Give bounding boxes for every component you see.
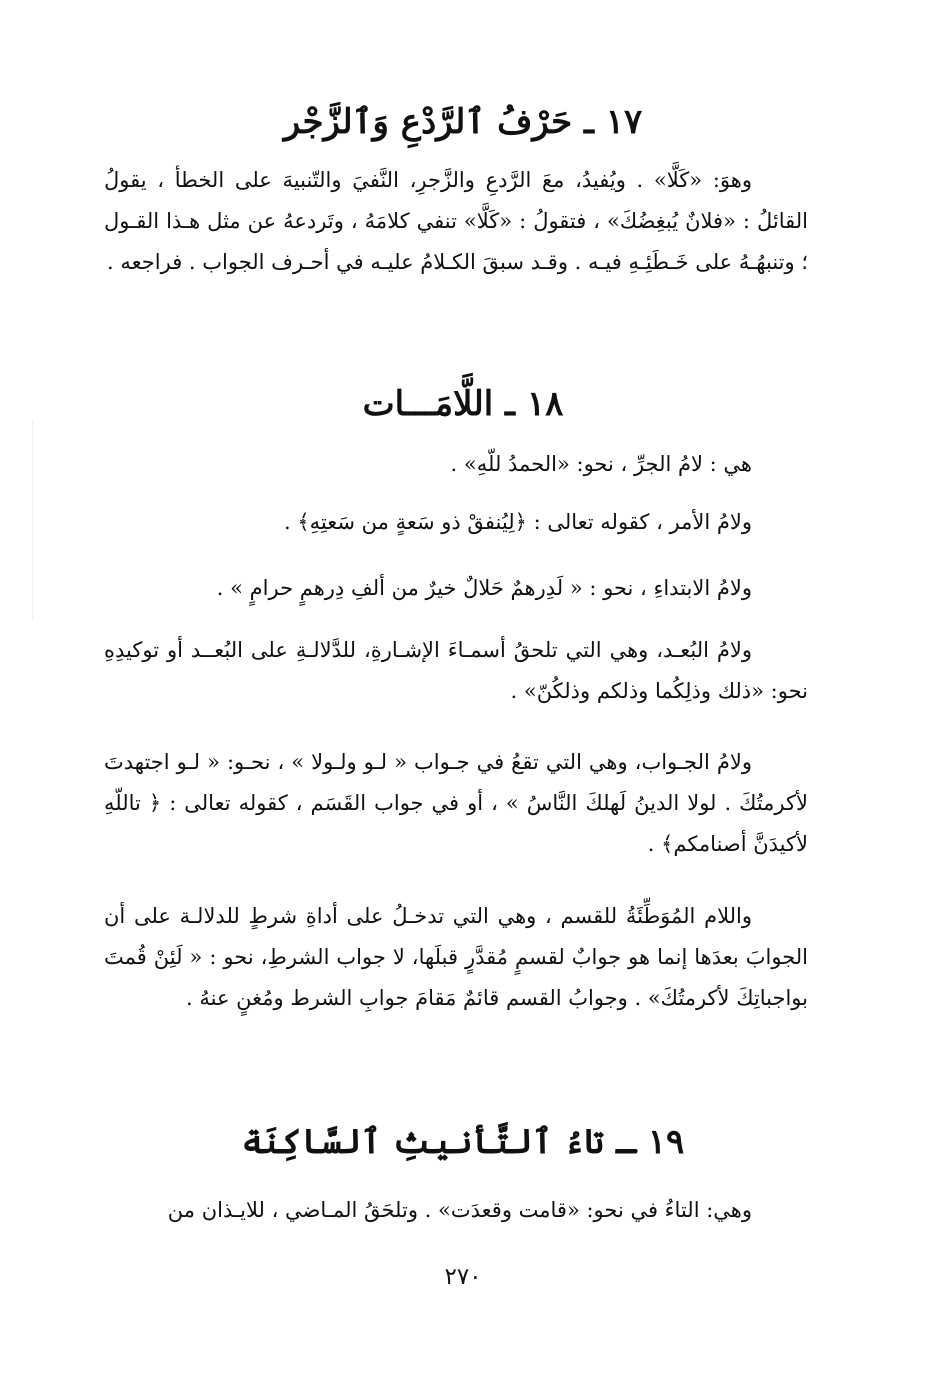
- section-heading-18: ١٨ ـ اللَّامَـــات: [362, 384, 564, 424]
- page-number: ٢٧٠: [444, 1264, 482, 1290]
- paragraph: هي : لامُ الجرِّ ، نحو: «الحمدُ للّهِ» .: [450, 452, 752, 476]
- paragraph: وهي: التاءُ في نحو: «قامت وقعدَت» . وتلحَقُ المـاضي ، للايـذان من: [167, 1198, 752, 1222]
- section-heading-17: ١٧ ـ حَرْفُ ٱلرَّدْعِ وَٱلزَّجْر: [283, 102, 643, 142]
- paragraph: واللام المُوَطِّئَةُ للقسم ، وهي التي تدخـلُ على أداةِ شرطٍ للدلالـة على أن الجوابَ بعدَها إنما هو جوابٌ لقسمٍ مُقدَّرٍ قبلَها، لا جواب الشرطِ، نحو : « لَئِنْ قُمتَ بواجباتِكَ لأكرمتُكَ» . وجوابُ القسم قائمٌ مَقامَ جوابِ الشرط ومُغنٍ عنهُ .: [104, 904, 808, 1010]
- scan-mark: [32, 420, 33, 620]
- paragraph: ولامُ الابتداءِ ، نحو : « لَدِرهمٌ حَلالٌ خيرٌ من ألفِ دِرهمٍ حرامٍ » .: [216, 576, 752, 600]
- paragraph: ولامُ الجـواب، وهي التي تقعُ في جـواب « لـو ولـولا » ، نحـو: « لـو اجتهدتَ لأكرمتُكَ . لولا الدينُ لَهلكَ النَّاسُ » ، أو في جواب القَسَم ، كقوله تعالى : ﴿ تاللّهِ لأكيدَنَّ أصنامكم﴾ .: [104, 750, 808, 856]
- paragraph: ولامُ البُعـد، وهي التي تلحقُ أسمـاءَ الإشـارةِ، للدَّلالـةِ على البُعــد أو توكيدِهِ نحو: «ذلك وذلِكُما وذلكم وذلكُنّ» .: [104, 638, 808, 703]
- paragraph: ولامُ الأمر ، كقوله تعالى : ﴿لِيُنفقْ ذو سَعةٍ من سَعتِهِ﴾ .: [284, 510, 752, 534]
- paragraph: وهوَ: «كَلَّا» . ويُفيدُ، معَ الرَّدعِ والزَّجرِ، النَّفيَ والتّنبيهَ على الخطأ ، يقولُ القائلُ : «فلانٌ يُبغِضُكَ» ، فتقولُ : «كَلَّا» تنفي كلامَهُ ، وتَردعهُ عن مثل هـذا القـول ؛ وتنبهُـهُ على خَـطَئِـهِ فيـه . وقـد سبقَ الكـلامُ عليـه في أحـرف الجواب . فراجعه .: [104, 168, 808, 274]
- section-heading-19: ١٩ ـ تاءُ ٱلتَّأنيثِ ٱلسَّاكِنَة: [241, 1122, 685, 1162]
